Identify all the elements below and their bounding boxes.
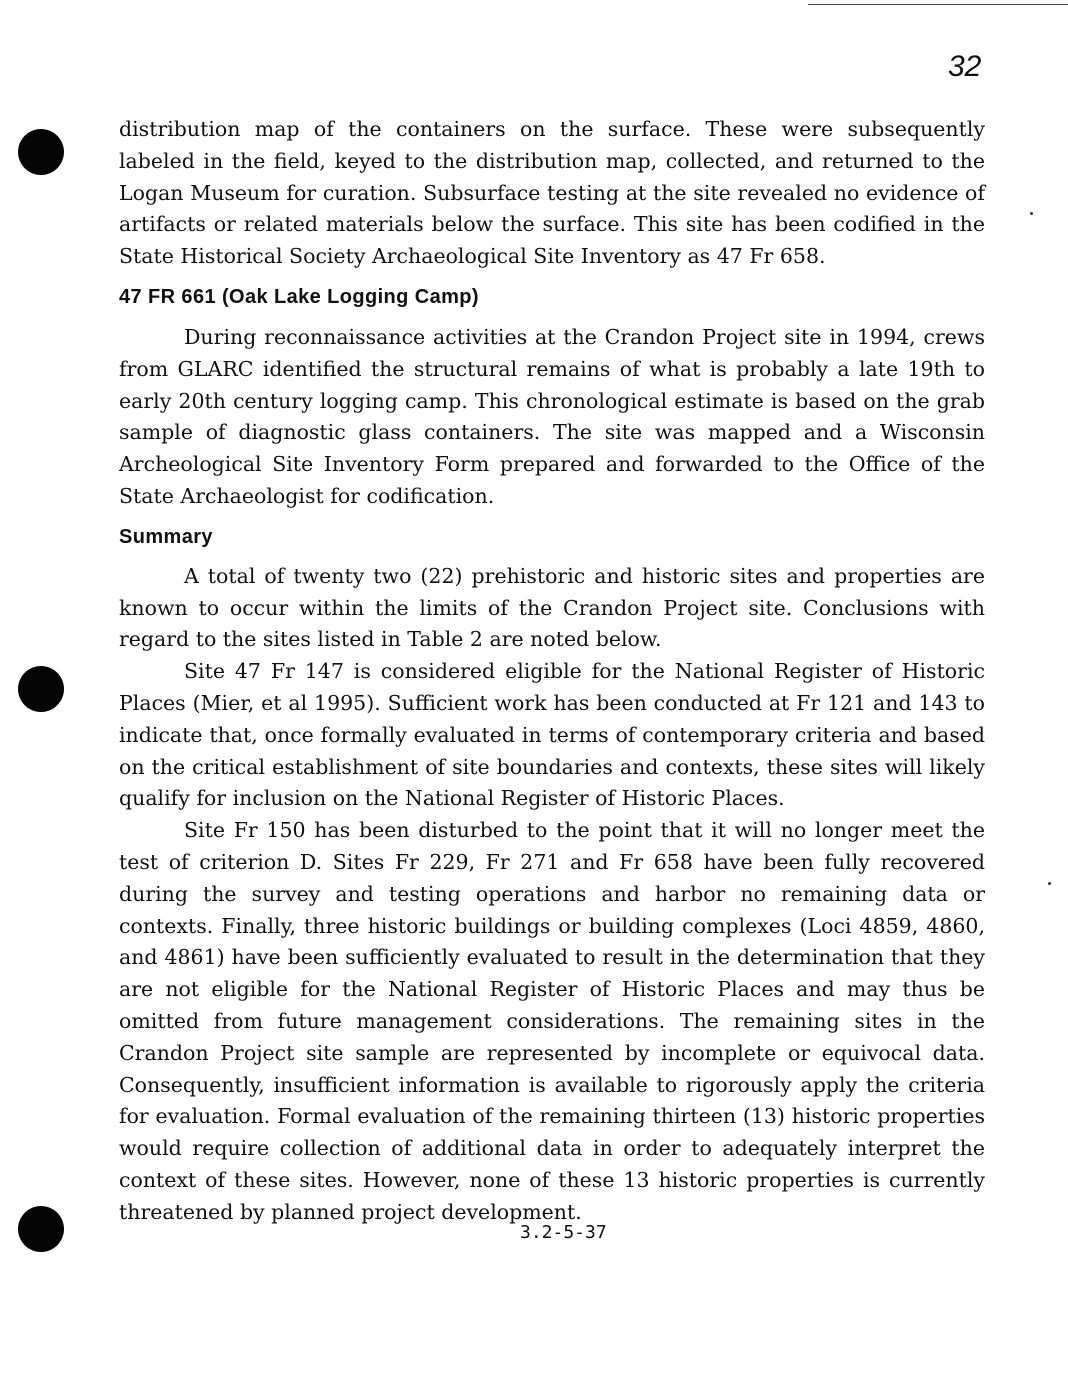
paragraph-summary-1: A total of twenty two (22) prehistoric and historic sites and properties are known to occur within the limits of the Crandon Project site. Conclusions with regard to the sites listed in Table 2 are noted below. [119,563,985,652]
scan-speck [1030,212,1033,215]
paragraph-intro: distribution map of the containers on the surface. These were subsequently labeled in the field, keyed to the distribution map, collected, and returned to the Logan Museum for curation. Subsurface testing at the site revealed no evidence of artifacts or related materials below the surface. This site has been codified in the State Historical Society Archaeological Site Inventory as 47 Fr 658. [119,117,985,269]
paragraph-oak-lake: During reconnaissance activities at the Crandon Project site in 1994, crews from GLARC identified the structural remains of what is probably a late 19th to early 20th century logging camp. This chronological estimate is based on the grab sample of diagnostic glass containers. The site was mapped and a Wisconsin Archeological Site Inventory Form prepared and forwarded to the Office of the State Archaeologist for codification. [119,324,985,508]
page-number: 32 [948,50,982,83]
scan-speck [1048,882,1051,885]
binder-hole-bottom [18,1206,64,1252]
footer-document-number: 3.2-5-37 [520,1222,607,1243]
top-rule [808,4,1068,5]
heading-oak-lake-logging-camp: 47 FR 661 (Oak Lake Logging Camp) [119,285,479,308]
paragraph-summary-3: Site Fr 150 has been disturbed to the point that it will no longer meet the test of criterion D. Sites Fr 229, Fr 271 and Fr 658 have been fully recovered during the survey and testing operations and harbor no remaining data or contexts. Finally, three historic buildings or building complexes (Loci 4859, 4860, and 4861) have been sufficiently evaluated to result in the determination that they are not eligible for the National Register of Historic Places and may thus be omitted from future management considerations. The remaining sites in the Crandon Project site sample are represented by incomplete or equivocal data. Consequently, insufficient information is available to rigorously apply the criteria for evaluation. Formal evaluation of the remaining thirteen (13) historic properties would require collection of additional data in order to adequately interpret the context of these sites. However, none of these 13 historic properties is currently threatened by planned project development. [119,818,985,1224]
page-content [119,114,985,1229]
binder-hole-middle [18,666,64,712]
binder-hole-top [18,129,64,175]
paragraph-summary-2: Site 47 Fr 147 is considered eligible for the National Register of Historic Places (Mier, et al 1995). Sufficient work has been conducted at Fr 121 and 143 to indicate that, once formally evaluated in terms of contemporary criteria and based on the critical establishment of site boundaries and contexts, these sites will likely qualify for inclusion on the National Register of Historic Places. [119,659,985,811]
heading-summary: Summary [119,525,213,548]
